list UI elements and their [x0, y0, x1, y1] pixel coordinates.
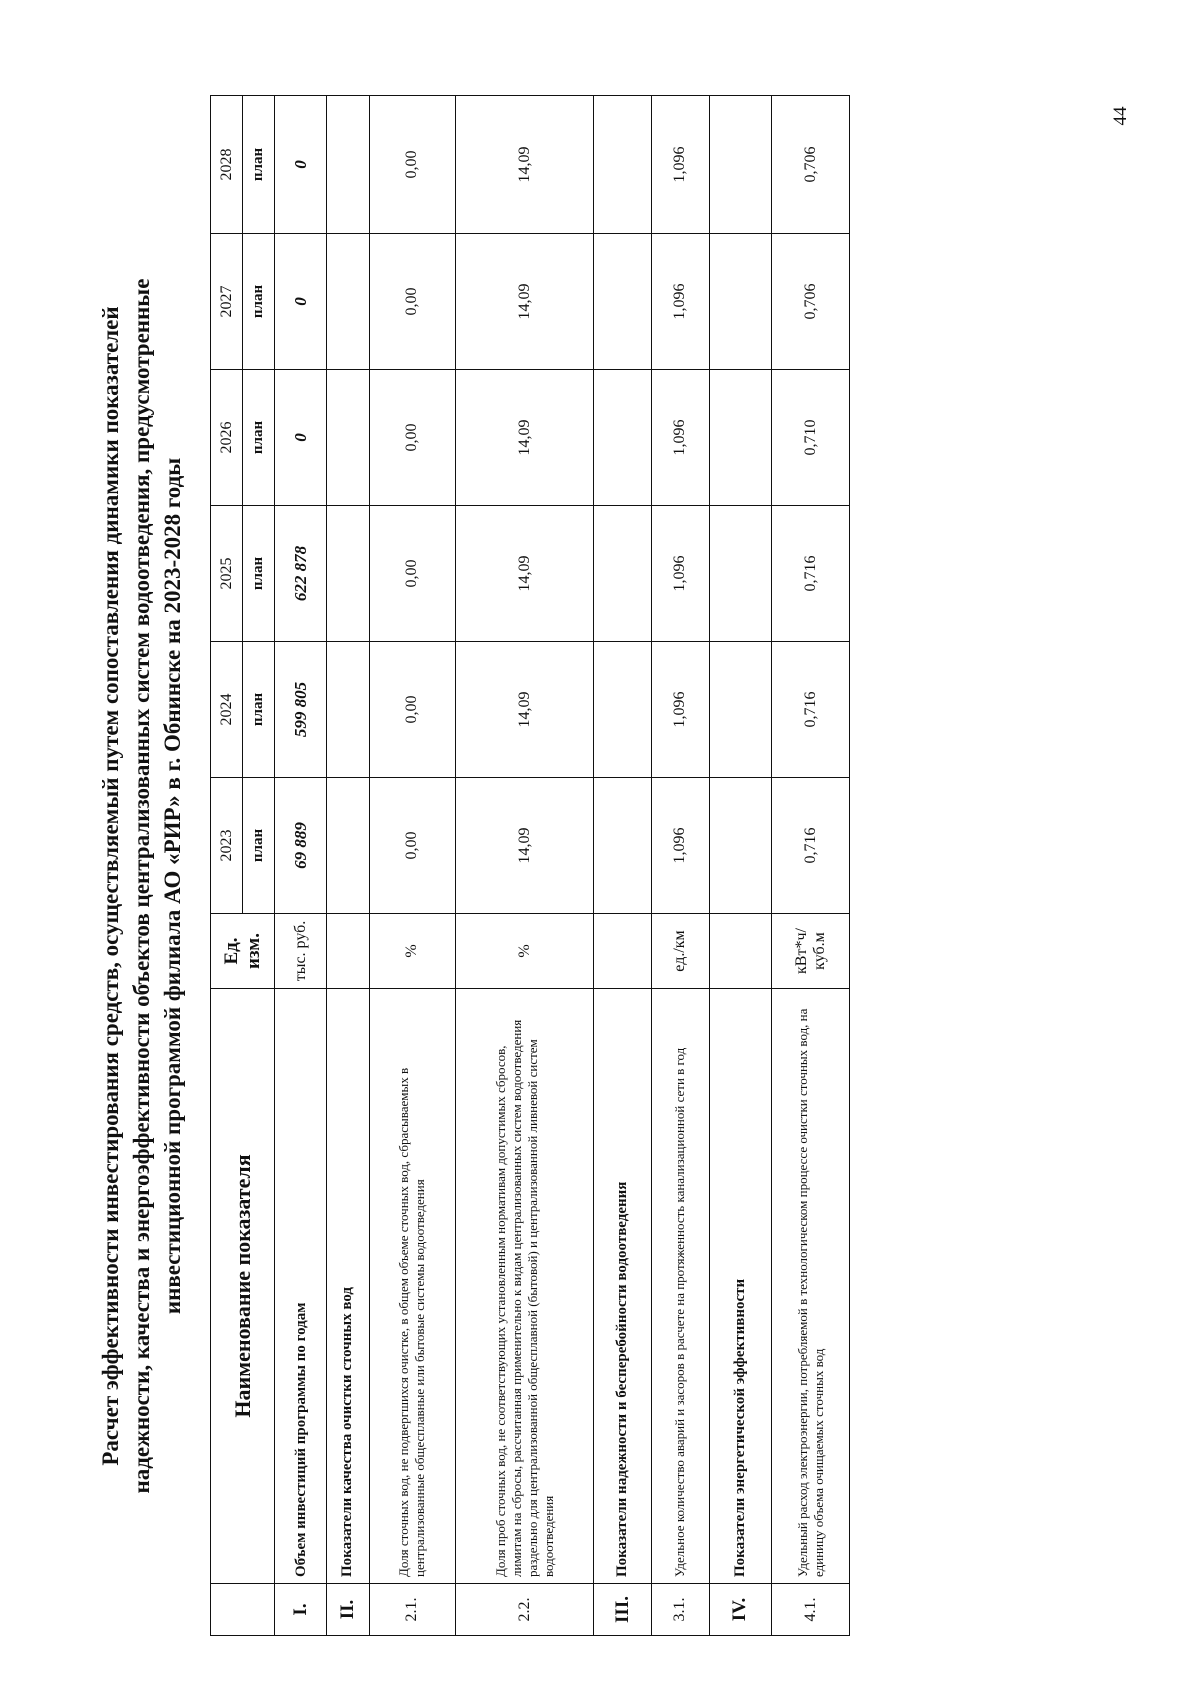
row-name: Удельное количество аварий и засоров в расчете на протяженность канализационной сети в год — [652, 989, 710, 1584]
row-name: Доля сточных вод, не подвергшихся очистке, в общем объеме сточных вод, сбрасываемых в централизованные общесплавные или бытовые системы водоотведения — [369, 989, 456, 1584]
title-line-1: Расчет эффективности инвестирования средств, осуществляемый путем сопоставления динамики показателей — [98, 306, 123, 1466]
header-year: 2027 — [211, 234, 243, 370]
document-title — [95, 116, 188, 1656]
row-value: 0,00 — [369, 778, 456, 914]
row-value: 14,09 — [456, 506, 594, 642]
row-value: 1,096 — [652, 506, 710, 642]
table-row — [369, 96, 456, 1636]
row-value: 0,716 — [772, 506, 850, 642]
row-number: II. — [327, 1584, 369, 1636]
section-title: Показатели энергетической эффективности — [709, 989, 771, 1584]
row-value: 0 — [275, 370, 327, 506]
row-value: 0,716 — [772, 778, 850, 914]
table-row — [456, 96, 594, 1636]
row-name: Объем инвестиций программы по годам — [275, 989, 327, 1584]
row-value: 14,09 — [456, 96, 594, 234]
header-plan: план — [243, 234, 275, 370]
row-value: 0,706 — [772, 234, 850, 370]
row-value: 0,00 — [369, 506, 456, 642]
row-value: 69 889 — [275, 778, 327, 914]
row-number: 2.2. — [456, 1584, 594, 1636]
indicators-table — [210, 95, 850, 1636]
row-value: 14,09 — [456, 234, 594, 370]
row-value: 0,00 — [369, 642, 456, 778]
row-number: IV. — [709, 1584, 771, 1636]
row-number: 2.1. — [369, 1584, 456, 1636]
header-plan: план — [243, 370, 275, 506]
row-number: III. — [594, 1584, 652, 1636]
row-value: 1,096 — [652, 96, 710, 234]
header-year: 2028 — [211, 96, 243, 234]
row-value: 0 — [275, 234, 327, 370]
row-value: 0,00 — [369, 370, 456, 506]
row-value: 1,096 — [652, 234, 710, 370]
table-row — [772, 96, 850, 1636]
section-title: Показатели надежности и бесперебойности водоотведения — [594, 989, 652, 1584]
title-line-2: надежности, качества и энергоэффективности объектов централизованных систем водоотведения, предусмотренные — [129, 278, 154, 1494]
row-value: 0 — [275, 96, 327, 234]
row-name: Доля проб сточных вод, не соответствующих установленным нормативам допустимых сбросов, лимитам на сбросы, рассчитанная применительно к видам централизованных систем водоотведения раздельно для централизованной общесплавной (бытовой) и централизованной ливневой систем водоотведения — [456, 989, 594, 1584]
header-plan: план — [243, 506, 275, 642]
header-plan: план — [243, 642, 275, 778]
header-year: 2026 — [211, 370, 243, 506]
row-value: 14,09 — [456, 370, 594, 506]
row-unit: ед./км — [652, 914, 710, 989]
header-unit: Ед. изм. — [211, 914, 275, 989]
row-value: 0,710 — [772, 370, 850, 506]
section-row — [594, 96, 652, 1636]
row-value: 0,00 — [369, 234, 456, 370]
row-value: 622 878 — [275, 506, 327, 642]
row-value: 0,00 — [369, 96, 456, 234]
row-value: 14,09 — [456, 778, 594, 914]
row-value: 1,096 — [652, 642, 710, 778]
header-year: 2025 — [211, 506, 243, 642]
row-number: I. — [275, 1584, 327, 1636]
section-row — [709, 96, 771, 1636]
row-unit: % — [369, 914, 456, 989]
row-value: 1,096 — [652, 370, 710, 506]
header-num — [211, 1584, 275, 1636]
page-number: 44 — [1110, 106, 1131, 126]
row-value: 14,09 — [456, 642, 594, 778]
header-year: 2024 — [211, 642, 243, 778]
header-plan: план — [243, 96, 275, 234]
title-line-3: инвестиционной программой филиала АО «РИР» в г. Обнинске на 2023-2028 годы — [160, 457, 185, 1315]
row-value: 599 805 — [275, 642, 327, 778]
header-year: 2023 — [211, 778, 243, 914]
row-unit: тыс. руб. — [275, 914, 327, 989]
row-value: 0,706 — [772, 96, 850, 234]
row-name: Удельный расход электроэнергии, потребляемой в технологическом процессе очистки сточных вод, на единицу объема очищаемых сточных вод — [772, 989, 850, 1584]
row-unit: % — [456, 914, 594, 989]
header-plan: план — [243, 778, 275, 914]
row-value: 1,096 — [652, 778, 710, 914]
table-row — [652, 96, 710, 1636]
table-row — [275, 96, 327, 1636]
row-unit: кВт*ч/ куб.м — [772, 914, 850, 989]
section-row — [327, 96, 369, 1636]
header-name: Наименование показателя — [211, 989, 275, 1584]
row-number: 4.1. — [772, 1584, 850, 1636]
row-number: 3.1. — [652, 1584, 710, 1636]
row-value: 0,716 — [772, 642, 850, 778]
section-title: Показатели качества очистки сточных вод — [327, 989, 369, 1584]
